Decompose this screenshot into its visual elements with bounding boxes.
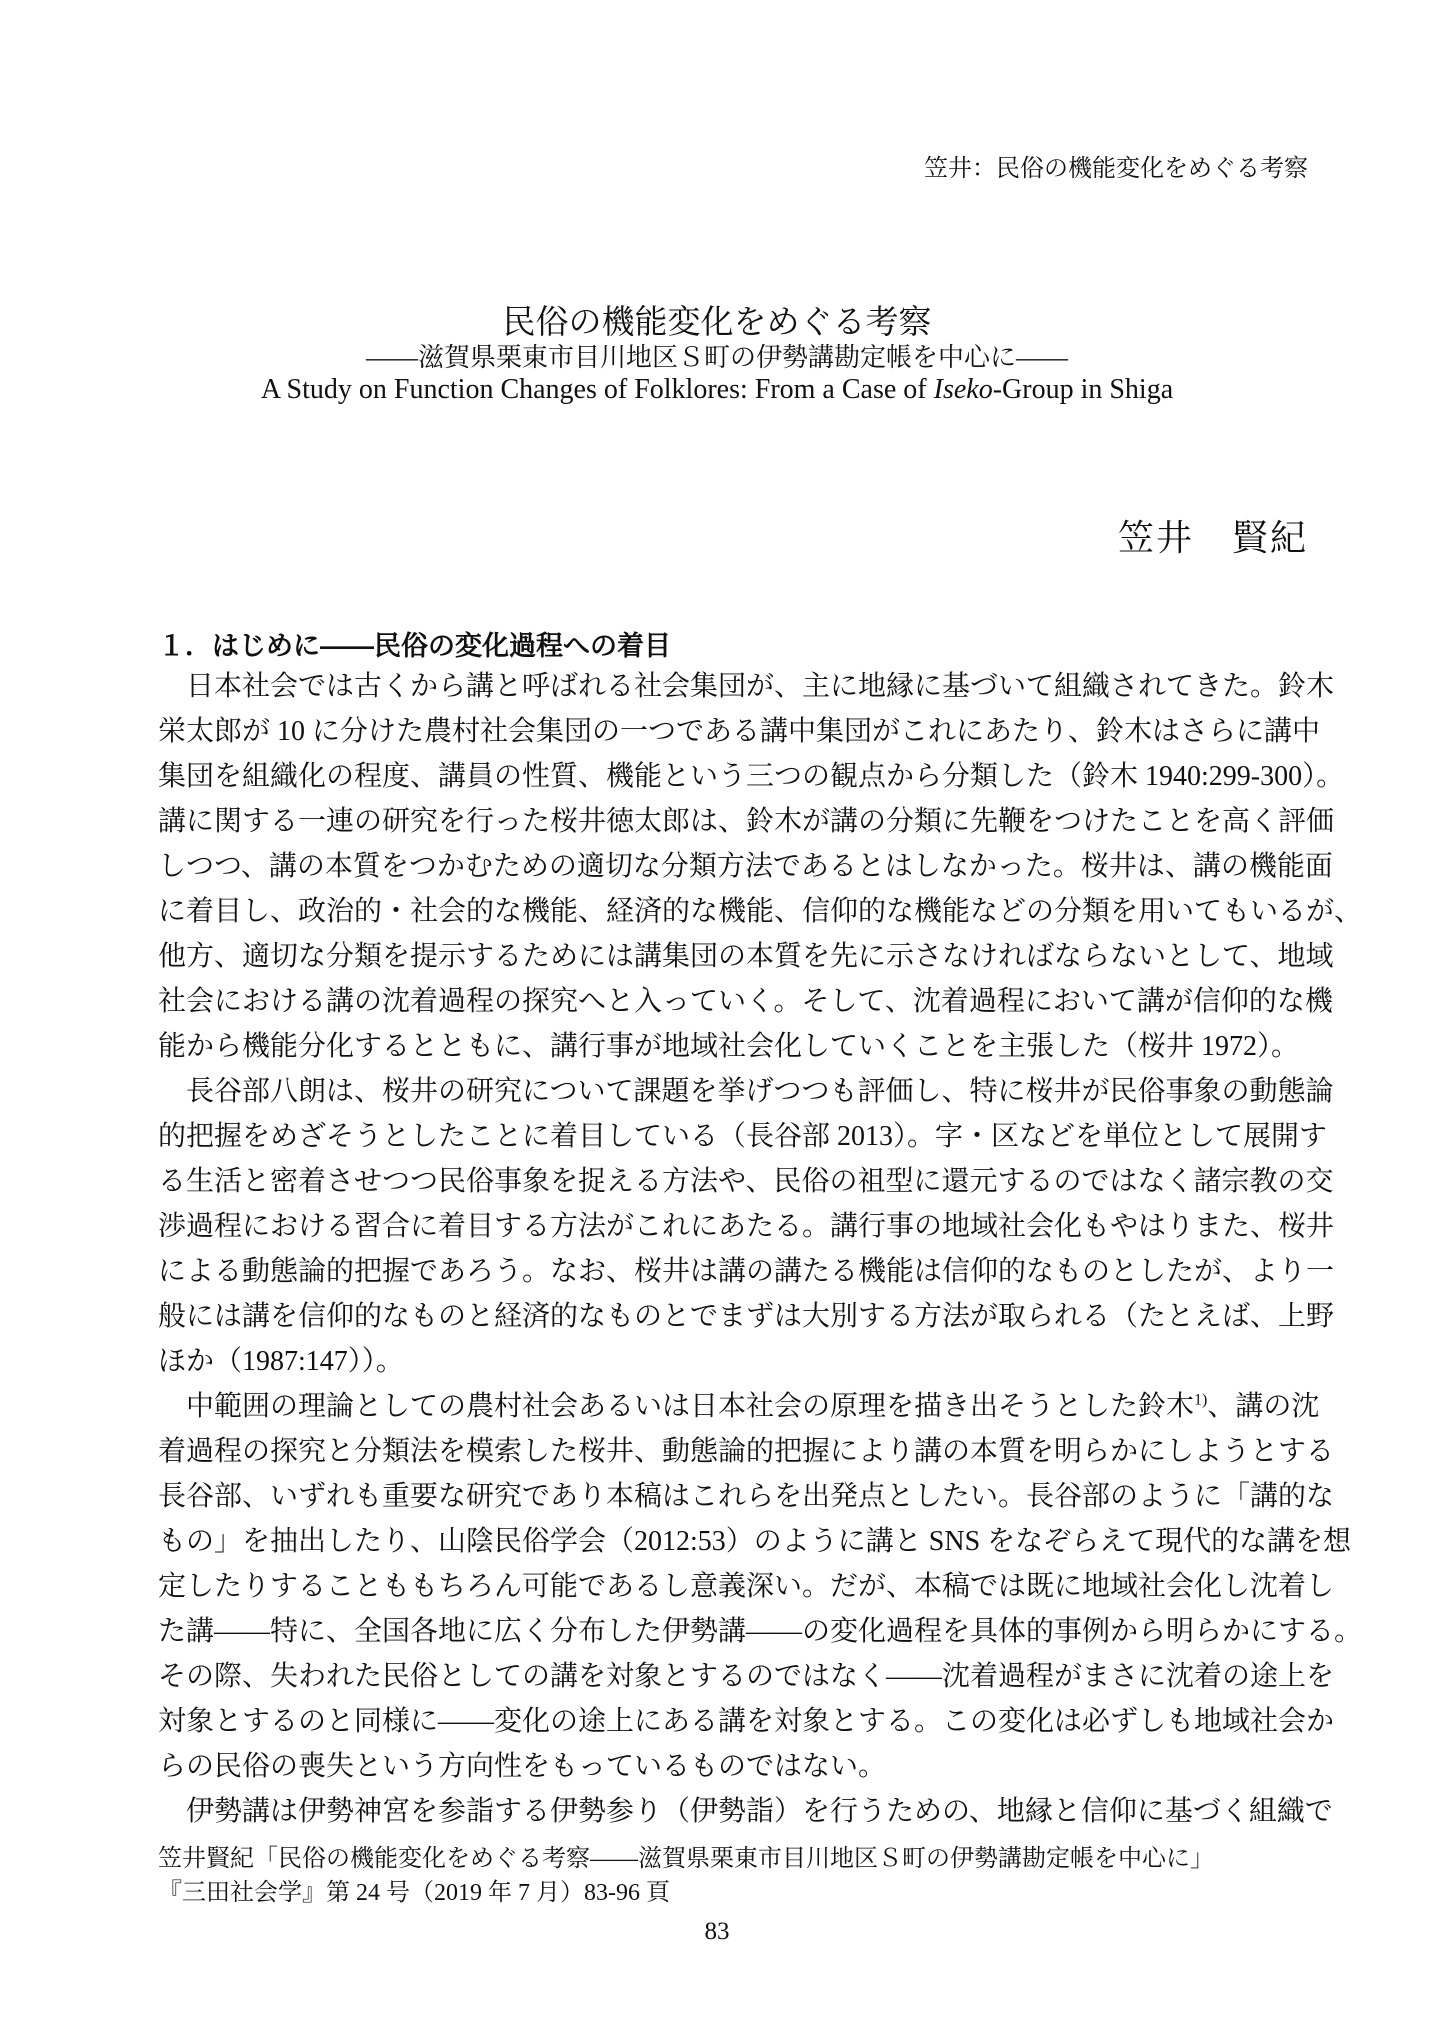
- paragraph-line: [158, 799, 1335, 844]
- paragraph-line: [158, 1609, 1363, 1654]
- line-text: ほか（1987:147））。: [158, 1346, 404, 1377]
- paragraph-line: [158, 1744, 1308, 1789]
- paragraph-line: [158, 1069, 1334, 1114]
- section-heading: １．はじめに――民俗の変化過程への着目: [158, 631, 671, 661]
- line-text: 講に関する一連の研究を行った桜井徳太郎は、鈴木が講の分類に先鞭をつけたことを高く評価: [158, 806, 1335, 837]
- line-text: 他方、適切な分類を提示するためには講集団の本質を先に示さなければならないとして、地域: [158, 941, 1334, 972]
- citation-line-1: 笠井賢紀「民俗の機能変化をめぐる考察――滋賀県栗東市目川地区Ｓ町の伊勢講勘定帳を中心に」: [158, 1846, 1214, 1872]
- line-text: る生活と密着させつつ民俗事象を捉える方法や、民俗の祖型に還元するのではなく諸宗教の交: [158, 1166, 1334, 1197]
- line-text: 着過程の探究と分類法を模索した桜井、動態論的把握により講の本質を明らかにしようとする: [158, 1436, 1335, 1467]
- paper-title: 民俗の機能変化をめぐる考察: [502, 305, 932, 341]
- paragraph-line: [158, 1384, 1320, 1429]
- line-text: しつつ、講の本質をつかむための適切な分類方法であるとはしなかった。桜井は、講の機能面: [158, 851, 1333, 882]
- paragraph-line: [158, 889, 1363, 934]
- line-text-continued: 、講の沈: [1207, 1391, 1320, 1422]
- line-text: による動態論的把握であろう。なお、桜井は講の講たる機能は信仰的なものとしたが、より一: [158, 1256, 1335, 1287]
- paragraph-line: [158, 934, 1334, 979]
- paragraph-line: [158, 844, 1333, 889]
- paragraph-line: [158, 1339, 1308, 1384]
- line-text: に着目し、政治的・社会的な機能、経済的な機能、信仰的な機能などの分類を用いてもいるが、: [158, 896, 1363, 927]
- line-text: らの民俗の喪失という方向性をもっているものではない。: [158, 1751, 887, 1782]
- paragraph-line: [158, 979, 1333, 1024]
- page-number: 83: [704, 1918, 730, 1945]
- line-text: その際、失われた民俗としての講を対象とするのではなく――沈着過程がまさに沈着の途上を: [158, 1661, 1335, 1692]
- line-text: 栄太郎が 10 に分けた農村社会集団の一つである講中集団がこれにあたり、鈴木はさらに講中: [158, 716, 1321, 747]
- citation-line-2: 『三田社会学』第 24 号（2019 年 7 月）83-96 頁: [158, 1880, 670, 1906]
- paragraph-line: [158, 1564, 1335, 1609]
- paragraph-line: [158, 664, 1335, 709]
- line-text: 集団を組織化の程度、講員の性質、機能という三つの観点から分類した（鈴木 1940:299-300）。: [158, 761, 1345, 792]
- paragraph-line: [158, 1204, 1335, 1249]
- paper-subtitle: ――滋賀県栗東市目川地区Ｓ町の伊勢講勘定帳を中心に――: [365, 343, 1068, 372]
- paragraph-line: [158, 1654, 1335, 1699]
- paragraph-line: [158, 1699, 1335, 1744]
- line-text: 般には講を信仰的なものと経済的なものとでまずは大別する方法が取られる（たとえば、上野: [158, 1301, 1335, 1332]
- running-head: 笠井：民俗の機能変化をめぐる考察: [924, 156, 1308, 182]
- title-en-post: -Group in Shiga: [992, 374, 1174, 405]
- line-text: 伊勢講は伊勢神宮を参詣する伊勢参り（伊勢詣）を行うための、地縁と信仰に基づく組織で: [186, 1796, 1333, 1827]
- footnote-marker[interactable]: 1): [1194, 1391, 1208, 1409]
- body-text: [158, 664, 1363, 1834]
- line-text: た講――特に、全国各地に広く分布した伊勢講――の変化過程を具体的事例から明らかにする。: [158, 1616, 1363, 1647]
- paragraph-line: [158, 1519, 1352, 1564]
- line-text: 日本社会では古くから講と呼ばれる社会集団が、主に地縁に基づいて組織されてきた。鈴木: [186, 671, 1335, 702]
- paragraph-line: [158, 754, 1345, 799]
- paragraph-line: [158, 1114, 1328, 1159]
- paragraph-line: [158, 1249, 1335, 1294]
- paper-title-english: [0, 374, 1434, 406]
- line-text: 社会における講の沈着過程の探究へと入っていく。そして、沈着過程において講が信仰的な機: [158, 986, 1333, 1017]
- line-text: 定したりすることももちろん可能であるし意義深い。だが、本稿では既に地域社会化し沈着し: [158, 1571, 1335, 1602]
- line-text: 長谷部八朗は、桜井の研究について課題を挙げつつも評価し、特に桜井が民俗事象の動態論: [186, 1076, 1334, 1107]
- citation-footer: [158, 1842, 1214, 1910]
- title-en-italic: Iseko: [933, 374, 993, 405]
- line-text: 長谷部、いずれも重要な研究であり本稿はこれらを出発点としたい。長谷部のように「講的な: [158, 1481, 1335, 1512]
- line-text: 中範囲の理論としての農村社会あるいは日本社会の原理を描き出そうとした鈴木: [186, 1391, 1195, 1422]
- paragraph-line: [158, 709, 1321, 754]
- paragraph-line: [158, 1159, 1334, 1204]
- paragraph-line: [158, 1294, 1335, 1339]
- author-name: 笠井 賢紀: [1117, 518, 1308, 558]
- title-en-pre: A Study on Function Changes of Folklores: From a Case of: [260, 374, 934, 405]
- paragraph-line: [158, 1474, 1335, 1519]
- paragraph-line: [158, 1429, 1335, 1474]
- line-text: 的把握をめざそうとしたことに着目している（長谷部 2013）。字・区などを単位として展開す: [158, 1121, 1328, 1152]
- paragraph-line: [158, 1024, 1308, 1069]
- line-text: 能から機能分化するとともに、講行事が地域社会化していくことを主張した（桜井 1972）。: [158, 1031, 1300, 1062]
- line-text: もの」を抽出したり、山陰民俗学会（2012:53）のように講と SNS をなぞらえて現代的な講を想: [158, 1526, 1352, 1557]
- line-text: 対象とするのと同様に――変化の途上にある講を対象とする。この変化は必ずしも地域社会か: [158, 1706, 1335, 1737]
- line-text: 渉過程における習合に着目する方法がこれにあたる。講行事の地域社会化もやはりまた、桜井: [158, 1211, 1335, 1242]
- paragraph-line: [158, 1789, 1333, 1834]
